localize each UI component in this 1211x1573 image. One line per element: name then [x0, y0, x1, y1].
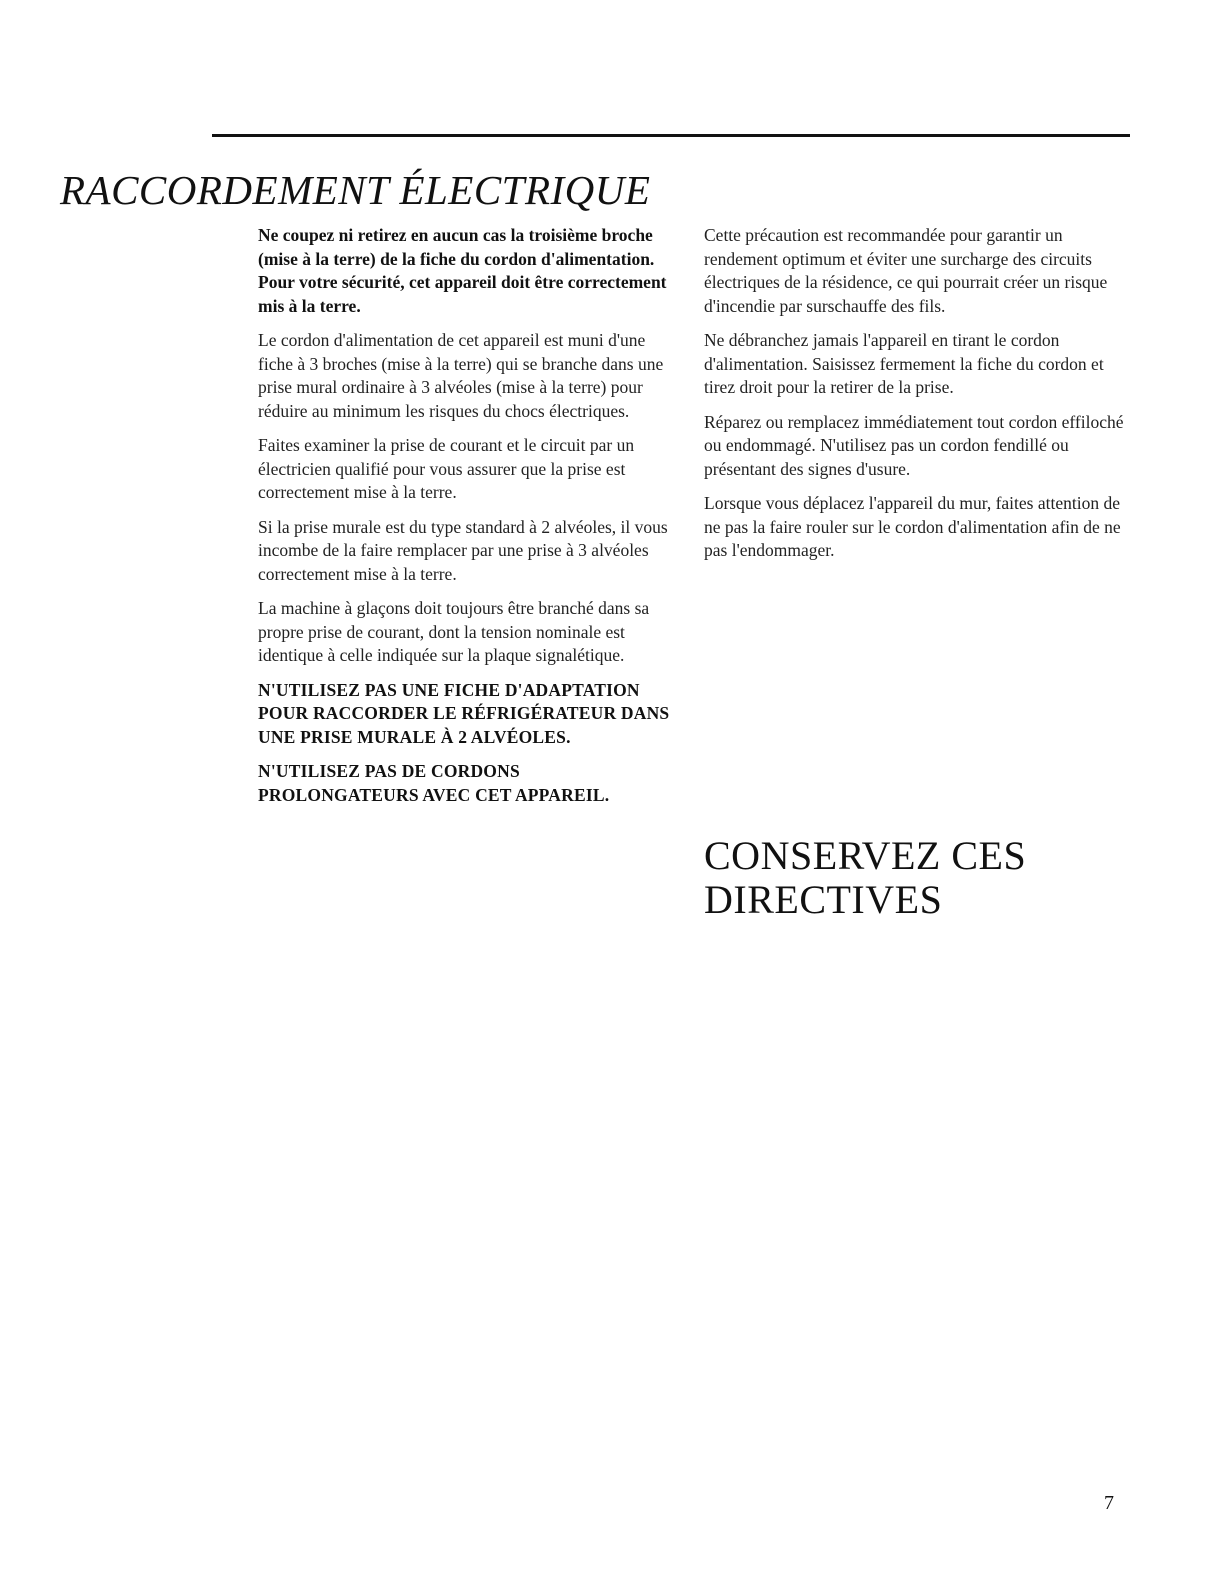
paragraph-dedicated-outlet: La machine à glaçons doit toujours être branché dans sa propre prise de courant, dont la tension nominale est identique à celle indiquée sur la plaque signalétique. [258, 598, 650, 665]
paragraph-electrician-check: Faites examiner la prise de courant et le circuit par un électricien qualifié pour vous assurer que la prise est correctement mise à la terre. [258, 435, 635, 502]
extension-cord-warning: N'UTILISEZ PAS DE CORDONS PROLONGATEURS AVEC CET APPAREIL. [258, 761, 610, 805]
page-number: 7 [1104, 1492, 1114, 1514]
paragraph-two-prong-outlet: Si la prise murale est du type standard à 2 alvéoles, il vous incombe de la faire remplacer par une prise à 3 alvéoles correctement mise à la terre. [258, 516, 668, 584]
page-title: RACCORDEMENT ÉLECTRIQUE [60, 167, 651, 213]
top-rule [212, 134, 1130, 137]
paragraph-precaution: Cette précaution est recommandée pour garantir un rendement optimum et éviter une surcharge des circuits électriques de la résidence, ce qui pourrait créer un risque d'incendie par surschauffe des fils. [704, 225, 1108, 316]
paragraph-unplugging: Ne débranchez jamais l'appareil en tirant le cordon d'alimentation. Saisissez fermement la fiche du cordon et tirez droit pour la retirer de la prise. [704, 330, 1104, 397]
right-column [704, 224, 1124, 574]
paragraph-moving-appliance: Lorsque vous déplacez l'appareil du mur, faites attention de ne pas la faire rouler sur le cordon d'alimentation afin de ne pas l'endommager. [704, 493, 1121, 560]
left-column [258, 224, 683, 818]
save-instructions-heading: CONSERVEZ CES DIRECTIVES [704, 833, 1027, 922]
paragraph-plug-description: Le cordon d'alimentation de cet appareil est muni d'une fiche à 3 broches (mise à la terre) qui se branche dans une prise mural ordinaire à 3 alvéoles (mise à la terre) pour réduire au minimum les risques du chocs électriques. [258, 330, 664, 421]
adapter-warning: N'UTILISEZ PAS UNE FICHE D'ADAPTATION POUR RACCORDER LE RÉFRIGÉRATEUR DANS UNE PRISE MURALE À 2 ALVÉOLES. [258, 679, 670, 747]
paragraph-damaged-cord: Réparez ou remplacez immédiatement tout cordon effiloché ou endommagé. N'utilisez pas un cordon fendillé ou présentant des signes d'usure. [704, 411, 1124, 479]
grounding-warning: Ne coupez ni retirez en aucun cas la troisième broche (mise à la terre) de la fiche du cordon d'alimentation. Pour votre sécurité, cet appareil doit être correctement mis à la terre. [258, 225, 667, 316]
